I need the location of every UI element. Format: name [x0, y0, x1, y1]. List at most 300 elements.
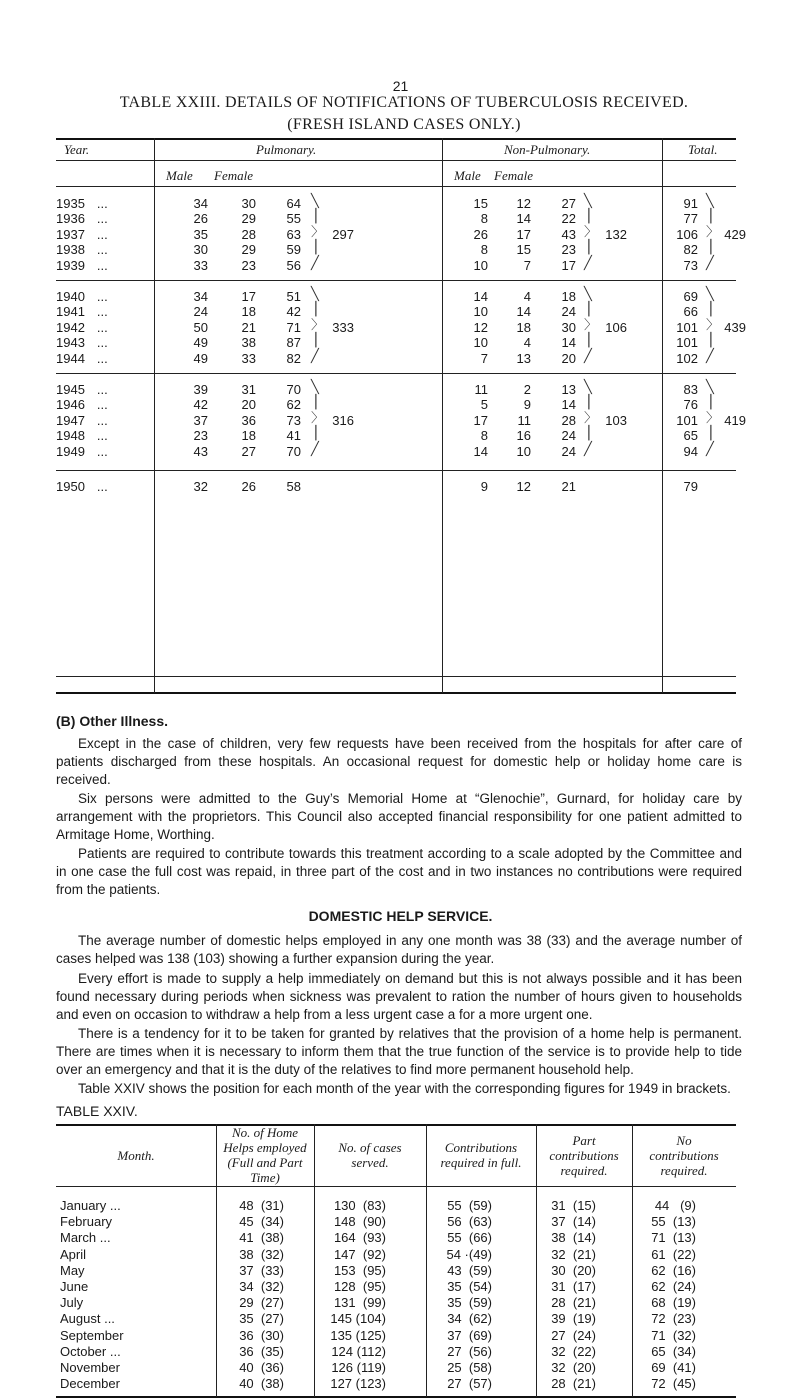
year-value: 1943 — [56, 335, 85, 351]
table-row — [56, 1214, 736, 1230]
pulmonary-female-header: Female — [214, 168, 253, 183]
total-cell: 101 — [676, 319, 698, 335]
value-cell: 25 (58) — [447, 1360, 492, 1375]
paragraph-5: Every effort is made to supply a help immediately on demand but this is not always possible and it has been found necessary during periods when sickness was prevalent to ration the number of hours given to households and even on occasion to withdraw a help from a less urgent case a for a more urgent one. — [56, 971, 742, 1022]
non-pulmonary-cell: 11 — [474, 382, 488, 397]
year-value: 1950 — [56, 479, 85, 494]
value-cell: 37 (14) — [551, 1214, 596, 1230]
pulmonary-cell: 56 — [286, 257, 301, 273]
value-cell: 72 (45) — [651, 1376, 696, 1392]
pulmonary-cell: 70 — [286, 382, 301, 397]
value-cell: 61 (22) — [651, 1246, 696, 1262]
pulmonary-cell: 30 — [241, 196, 256, 211]
year-value: 1941 — [56, 304, 85, 320]
pulmonary-cell: 55 — [286, 211, 301, 227]
table-row — [56, 1376, 736, 1392]
non-pulmonary-male-header: Male — [454, 168, 481, 183]
domestic-help-table — [56, 1124, 736, 1392]
non-pulmonary-cell: 8 — [480, 242, 488, 258]
year-value: 1936 — [56, 211, 85, 227]
non-pulmonary-cell: 4 — [523, 335, 531, 351]
value-cell: 126 (119) — [331, 1360, 386, 1375]
table-row — [56, 1360, 736, 1376]
value-cell: 43 (59) — [447, 1262, 492, 1278]
none-header-line: contributions — [649, 1147, 719, 1163]
pulmonary-cell: 23 — [193, 428, 208, 444]
table-row — [56, 1230, 736, 1246]
table-row — [56, 1263, 736, 1279]
total-cell: 73 — [683, 257, 698, 273]
year-cell — [56, 320, 151, 335]
value-cell: 27 (57) — [447, 1376, 492, 1392]
non-pulmonary-cell: 28 — [561, 412, 576, 428]
value-cell: 28 (21) — [551, 1295, 596, 1311]
pulmonary-cell: 36 — [241, 412, 256, 428]
year-cell — [56, 428, 151, 443]
leader-dots: ... — [96, 289, 108, 304]
value-cell: 54 ·(49) — [446, 1246, 492, 1262]
value-cell: 32 (20) — [551, 1360, 596, 1375]
group-divider — [56, 373, 736, 374]
value-cell: 45 (34) — [239, 1214, 284, 1230]
pulmonary-cell: 63 — [286, 226, 301, 242]
non-pulmonary-cell: 14 — [561, 397, 576, 413]
full-header-line: required in full. — [440, 1155, 522, 1170]
year-cell — [56, 242, 151, 257]
pulmonary-subtotal: 333 — [332, 319, 354, 335]
pulmonary-cell: 49 — [193, 335, 208, 351]
table-row — [56, 1328, 736, 1344]
value-cell: 148 (90) — [333, 1214, 386, 1230]
part-header-line: Part — [572, 1132, 596, 1148]
pulmonary-cell: 39 — [193, 382, 208, 397]
value-cell: 37 (33) — [239, 1262, 284, 1278]
pulmonary-cell: 26 — [241, 479, 256, 494]
helps-header-line: Helps employed — [223, 1140, 307, 1155]
month-header-text: Month. — [117, 1147, 155, 1163]
year-cell — [56, 304, 151, 319]
pulmonary-header: Pulmonary. — [256, 142, 317, 157]
pulmonary-brace: ╲ ⎪ 〉 ⎪ ╱ — [311, 380, 325, 457]
non-pulmonary-cell: 14 — [516, 304, 531, 320]
non-pulmonary-brace: ╲ ⎪ 〉 ⎪ ╱ — [584, 287, 598, 364]
year-cell — [56, 413, 151, 428]
non-pulmonary-cell: 10 — [473, 257, 488, 273]
non-pulmonary-female-header: Female — [494, 168, 533, 183]
pulmonary-male-header: Male — [166, 168, 193, 183]
table24-header-full — [426, 1140, 536, 1170]
pulmonary-cell: 24 — [193, 304, 208, 320]
year-cell — [56, 351, 151, 366]
year-cell — [56, 227, 151, 242]
non-pulmonary-cell: 13 — [561, 382, 576, 397]
value-cell: 71 (13) — [651, 1230, 696, 1246]
pulmonary-cell: 18 — [241, 428, 256, 444]
year-cell — [56, 196, 151, 211]
non-pulmonary-cell: 17 — [561, 257, 576, 273]
value-cell: 164 (93) — [333, 1230, 386, 1246]
total-cell: 69 — [683, 289, 698, 304]
value-cell: 55 (66) — [447, 1230, 492, 1246]
year-value: 1945 — [56, 382, 85, 397]
non-pulmonary-cell: 18 — [561, 289, 576, 304]
non-pulmonary-brace: ╲ ⎪ 〉 ⎪ ╱ — [584, 194, 598, 271]
table24-header-helps — [216, 1125, 314, 1185]
non-pulmonary-cell: 14 — [516, 211, 531, 227]
leader-dots: ... — [96, 412, 108, 428]
pulmonary-cell: 64 — [286, 196, 301, 211]
pulmonary-cell: 82 — [286, 350, 301, 366]
value-cell: 28 (21) — [551, 1376, 596, 1392]
total-cell: 91 — [683, 196, 698, 211]
pulmonary-cell: 26 — [193, 211, 208, 227]
month-cell: April — [60, 1246, 87, 1262]
month-cell: October ... — [60, 1343, 121, 1359]
value-cell: 36 (35) — [239, 1343, 284, 1359]
non-pulmonary-cell: 9 — [480, 479, 488, 494]
non-pulmonary-cell: 12 — [516, 196, 531, 211]
non-pulmonary-cell: 27 — [561, 196, 576, 211]
leader-dots: ... — [96, 335, 108, 351]
non-pulmonary-cell: 11 — [517, 412, 531, 428]
year-cell — [56, 444, 151, 459]
total-cell: 82 — [683, 242, 698, 258]
non-pulmonary-subtotal: 103 — [605, 412, 627, 428]
value-cell: 135 (125) — [330, 1327, 386, 1343]
value-cell: 32 (22) — [551, 1343, 596, 1359]
value-cell: 48 (31) — [239, 1198, 284, 1213]
table-row — [56, 1344, 736, 1360]
paragraph-3: Patients are required to contribute towards this treatment according to a scale adopted by the Committee and in one case the full cost was repaid, in three part of the cost and in two instances no contributions were required from the patients. — [56, 846, 742, 897]
value-cell: 56 (63) — [447, 1214, 492, 1230]
month-cell: January ... — [60, 1198, 121, 1213]
pulmonary-cell: 42 — [193, 397, 208, 413]
total-cell: 106 — [676, 226, 698, 242]
non-pulmonary-cell: 21 — [561, 479, 576, 494]
full-header-line: Contributions — [444, 1140, 518, 1155]
value-cell: 68 (19) — [651, 1295, 696, 1311]
non-pulmonary-cell: 24 — [561, 304, 576, 320]
value-cell: 131 (99) — [333, 1295, 386, 1311]
year-cell — [56, 397, 151, 412]
total-brace: ╲ ⎪ 〉 ⎪ ╱ — [706, 380, 720, 457]
pulmonary-cell: 29 — [241, 242, 256, 258]
table24-header-cases — [314, 1140, 426, 1170]
non-pulmonary-cell: 17 — [516, 226, 531, 242]
cases-header-line: No. of cases — [338, 1140, 402, 1155]
value-cell: 31 (17) — [551, 1279, 596, 1294]
value-cell: 147 (92) — [333, 1246, 386, 1262]
pulmonary-cell: 43 — [193, 443, 208, 459]
value-cell: 35 (27) — [239, 1311, 284, 1327]
non-pulmonary-cell: 24 — [561, 428, 576, 444]
pulmonary-cell: 35 — [193, 226, 208, 242]
non-pulmonary-cell: 23 — [561, 242, 576, 258]
pulmonary-cell: 33 — [241, 350, 256, 366]
total-subtotal: 439 — [724, 319, 746, 335]
pulmonary-cell: 41 — [286, 428, 301, 444]
total-cell: 83 — [683, 382, 698, 397]
table-row — [56, 1247, 736, 1263]
non-pulmonary-cell: 14 — [473, 289, 488, 304]
table-row — [56, 1311, 736, 1327]
value-cell: 34 (62) — [447, 1311, 492, 1327]
year-value: 1947 — [56, 412, 85, 428]
total-cell: 102 — [676, 350, 698, 366]
value-cell: 55 (13) — [651, 1214, 696, 1230]
month-cell: November — [60, 1360, 120, 1375]
leader-dots: ... — [96, 382, 108, 397]
year-value: 1949 — [56, 443, 85, 459]
non-pulmonary-cell: 15 — [516, 242, 531, 258]
year-cell — [56, 289, 151, 304]
paragraph-1: Except in the case of children, very few requests have been received from the hospitals for after care of patients discharged from these hospitals. An occasional request for domestic help or holiday home care is received. — [56, 736, 742, 787]
value-cell: 27 (56) — [447, 1343, 492, 1359]
year-cell — [56, 382, 151, 397]
value-cell: 41 (38) — [239, 1230, 284, 1246]
paragraph-4: The average number of domestic helps employed in any one month was 38 (33) and the average number of cases helped was 138 (103) showing a further expansion during the year. — [56, 933, 742, 966]
pulmonary-cell: 32 — [193, 479, 208, 494]
pulmonary-cell: 31 — [241, 382, 256, 397]
year-value: 1948 — [56, 428, 85, 444]
helps-header-line: No. of Home — [231, 1125, 299, 1140]
non-pulmonary-subtotal: 106 — [605, 319, 627, 335]
year-cell — [56, 258, 151, 273]
pulmonary-cell: 49 — [193, 350, 208, 366]
non-pulmonary-cell: 15 — [473, 196, 488, 211]
non-pulmonary-cell: 5 — [480, 397, 488, 413]
value-cell: 39 (19) — [551, 1311, 596, 1327]
year-header: Year. — [64, 142, 90, 157]
value-cell: 37 (69) — [447, 1327, 492, 1343]
total-cell: 94 — [683, 443, 698, 459]
non-pulmonary-cell: 4 — [523, 289, 531, 304]
non-pulmonary-cell: 9 — [523, 397, 531, 413]
year-value: 1946 — [56, 397, 85, 413]
pulmonary-cell: 29 — [241, 211, 256, 227]
value-cell: 29 (27) — [239, 1295, 284, 1311]
pulmonary-cell: 34 — [193, 196, 208, 211]
pulmonary-cell: 70 — [286, 443, 301, 459]
value-cell: 44 (9) — [654, 1198, 696, 1213]
pulmonary-cell: 87 — [286, 335, 301, 351]
title-line-2: (FRESH ISLAND CASES ONLY.) — [287, 116, 521, 133]
non-pulmonary-cell: 10 — [516, 443, 531, 459]
value-cell: 145 (104) — [330, 1311, 386, 1327]
leader-dots: ... — [96, 257, 108, 273]
table-row — [56, 1198, 736, 1214]
value-cell: 40 (36) — [239, 1360, 284, 1375]
pulmonary-cell: 37 — [193, 412, 208, 428]
pulmonary-cell: 38 — [241, 335, 256, 351]
total-subtotal: 429 — [724, 226, 746, 242]
page-title — [54, 92, 754, 136]
year-value: 1939 — [56, 257, 85, 273]
pulmonary-cell: 73 — [286, 412, 301, 428]
pulmonary-cell: 20 — [241, 397, 256, 413]
pulmonary-cell: 23 — [241, 257, 256, 273]
total-header: Total. — [688, 142, 718, 157]
non-pulmonary-cell: 8 — [480, 428, 488, 444]
pulmonary-cell: 28 — [241, 226, 256, 242]
value-cell: 69 (41) — [651, 1360, 696, 1375]
non-pulmonary-cell: 22 — [561, 211, 576, 227]
value-cell: 40 (38) — [239, 1376, 284, 1392]
leader-dots: ... — [96, 479, 108, 494]
month-cell: June — [60, 1279, 89, 1294]
total-subtotal: 419 — [724, 412, 746, 428]
non-pulmonary-cell: 16 — [516, 428, 531, 444]
none-header-line: No — [676, 1132, 692, 1148]
pulmonary-brace: ╲ ⎪ 〉 ⎪ ╱ — [311, 194, 325, 271]
value-cell: 71 (32) — [651, 1327, 696, 1343]
part-header-line: required. — [560, 1162, 608, 1178]
value-cell: 36 (30) — [239, 1327, 284, 1343]
total-cell: 79 — [683, 479, 698, 494]
year-cell — [56, 335, 151, 350]
pulmonary-subtotal: 316 — [332, 412, 354, 428]
value-cell: 62 (16) — [651, 1262, 696, 1278]
leader-dots: ... — [96, 319, 108, 335]
table24-header-month — [56, 1148, 216, 1163]
pulmonary-cell: 27 — [241, 443, 256, 459]
non-pulmonary-cell: 10 — [473, 335, 488, 351]
paragraph-7: Table XXIV shows the position for each month of the year with the corresponding figures for 1949 in brackets. — [78, 1081, 731, 1096]
value-cell: 30 (20) — [551, 1262, 596, 1278]
paragraph-6: There is a tendency for it to be taken for granted by relatives that the provision of a home help is permanent. There are times when it is necessary to inform them that the true function of the service is to provide help to tide over an emergency and that it is the duty of the relatives to find more permanent household help. — [56, 1026, 742, 1077]
non-pulmonary-cell: 14 — [561, 335, 576, 351]
value-cell: 127 (123) — [330, 1376, 386, 1392]
helps-header-line: Time) — [250, 1170, 280, 1185]
year-value: 1937 — [56, 226, 85, 242]
table24-label: TABLE XXIV. — [56, 1103, 138, 1119]
value-cell: 128 (95) — [333, 1279, 386, 1294]
value-cell: 130 (83) — [333, 1198, 386, 1213]
non-pulmonary-cell: 8 — [480, 211, 488, 227]
total-brace: ╲ ⎪ 〉 ⎪ ╱ — [706, 287, 720, 364]
value-cell: 55 (59) — [447, 1198, 492, 1213]
pulmonary-cell: 71 — [286, 319, 301, 335]
domestic-help-heading: DOMESTIC HELP SERVICE. — [308, 908, 493, 924]
pulmonary-cell: 50 — [193, 319, 208, 335]
pulmonary-cell: 17 — [241, 289, 256, 304]
cases-header-line: served. — [351, 1155, 389, 1170]
title-line-1: TABLE XXIII. DETAILS OF NOTIFICATIONS OF TUBERCULOSIS RECEIVED. — [119, 94, 689, 111]
pulmonary-cell: 18 — [241, 304, 256, 320]
tuberculosis-table — [56, 138, 746, 694]
leader-dots: ... — [96, 242, 108, 258]
total-cell: 101 — [676, 335, 698, 351]
non-pulmonary-cell: 20 — [561, 350, 576, 366]
year-value: 1938 — [56, 242, 85, 258]
month-cell: December — [60, 1376, 120, 1392]
leader-dots: ... — [96, 304, 108, 320]
year-cell — [56, 479, 151, 494]
year-value: 1942 — [56, 319, 85, 335]
pulmonary-cell: 34 — [193, 289, 208, 304]
value-cell: 65 (34) — [651, 1343, 696, 1359]
non-pulmonary-cell: 13 — [516, 350, 531, 366]
non-pulmonary-cell: 18 — [516, 319, 531, 335]
total-brace: ╲ ⎪ 〉 ⎪ ╱ — [706, 194, 720, 271]
pulmonary-cell: 42 — [286, 304, 301, 320]
non-pulmonary-cell: 12 — [473, 319, 488, 335]
month-cell: February — [60, 1214, 113, 1230]
month-cell: July — [60, 1295, 84, 1311]
value-cell: 27 (24) — [551, 1327, 596, 1343]
year-value: 1940 — [56, 289, 85, 304]
value-cell: 153 (95) — [333, 1262, 386, 1278]
pulmonary-cell: 59 — [286, 242, 301, 258]
pulmonary-cell: 62 — [286, 397, 301, 413]
value-cell: 38 (32) — [239, 1246, 284, 1262]
pulmonary-cell: 51 — [286, 289, 301, 304]
non-pulmonary-cell: 12 — [516, 479, 531, 494]
table24-top-rule — [56, 1124, 736, 1126]
helps-header-line: (Full and Part — [227, 1155, 303, 1170]
non-pulmonary-brace: ╲ ⎪ 〉 ⎪ ╱ — [584, 380, 598, 457]
page-number: 21 — [392, 78, 409, 94]
month-cell: September — [60, 1327, 124, 1343]
leader-dots: ... — [96, 211, 108, 227]
total-cell: 101 — [676, 412, 698, 428]
paragraph-2: Six persons were admitted to the Guy’s Memorial Home at “Glenochie”, Gurnard, for holiday care by arrangement with the proprietors. This Council also accepted financial responsibility for one patient admitted to Armitage Home, Worthing. — [56, 791, 742, 842]
total-cell: 66 — [683, 304, 698, 320]
non-pulmonary-subtotal: 132 — [605, 226, 627, 242]
value-cell: 124 (112) — [331, 1343, 386, 1359]
part-header-line: contributions — [549, 1147, 619, 1163]
pulmonary-cell: 58 — [286, 479, 301, 494]
leader-dots: ... — [96, 443, 108, 459]
leader-dots: ... — [96, 226, 108, 242]
non-pulmonary-cell: 26 — [473, 226, 488, 242]
total-cell: 77 — [683, 211, 698, 227]
non-pulmonary-header: Non-Pulmonary. — [504, 142, 591, 157]
total-cell: 65 — [683, 428, 698, 444]
month-cell: August ... — [60, 1311, 115, 1327]
value-cell: 72 (23) — [651, 1311, 696, 1327]
non-pulmonary-cell: 2 — [523, 382, 531, 397]
value-cell: 62 (24) — [651, 1279, 696, 1294]
value-cell: 38 (14) — [551, 1230, 596, 1246]
non-pulmonary-cell: 24 — [561, 443, 576, 459]
pulmonary-cell: 21 — [241, 319, 256, 335]
leader-dots: ... — [96, 196, 108, 211]
non-pulmonary-cell: 7 — [480, 350, 488, 366]
non-pulmonary-cell: 30 — [561, 319, 576, 335]
pulmonary-subtotal: 297 — [332, 226, 354, 242]
month-cell: May — [60, 1262, 85, 1278]
leader-dots: ... — [96, 350, 108, 366]
none-header-line: required. — [660, 1162, 708, 1178]
non-pulmonary-cell: 17 — [473, 412, 488, 428]
pulmonary-brace: ╲ ⎪ 〉 ⎪ ╱ — [311, 287, 325, 364]
pulmonary-cell: 30 — [193, 242, 208, 258]
group-divider — [56, 280, 736, 281]
value-cell: 35 (54) — [447, 1279, 492, 1294]
leader-dots: ... — [96, 428, 108, 444]
table24-header-part — [536, 1133, 632, 1178]
non-pulmonary-cell: 7 — [523, 257, 531, 273]
non-pulmonary-cell: 10 — [473, 304, 488, 320]
table24-header-none — [632, 1133, 736, 1178]
value-cell: 32 (21) — [551, 1246, 596, 1262]
month-cell: March ... — [60, 1230, 111, 1246]
leader-dots: ... — [96, 397, 108, 413]
section-b-title: (B) Other Illness. — [56, 713, 169, 729]
year-value: 1944 — [56, 350, 85, 366]
non-pulmonary-cell: 43 — [561, 226, 576, 242]
